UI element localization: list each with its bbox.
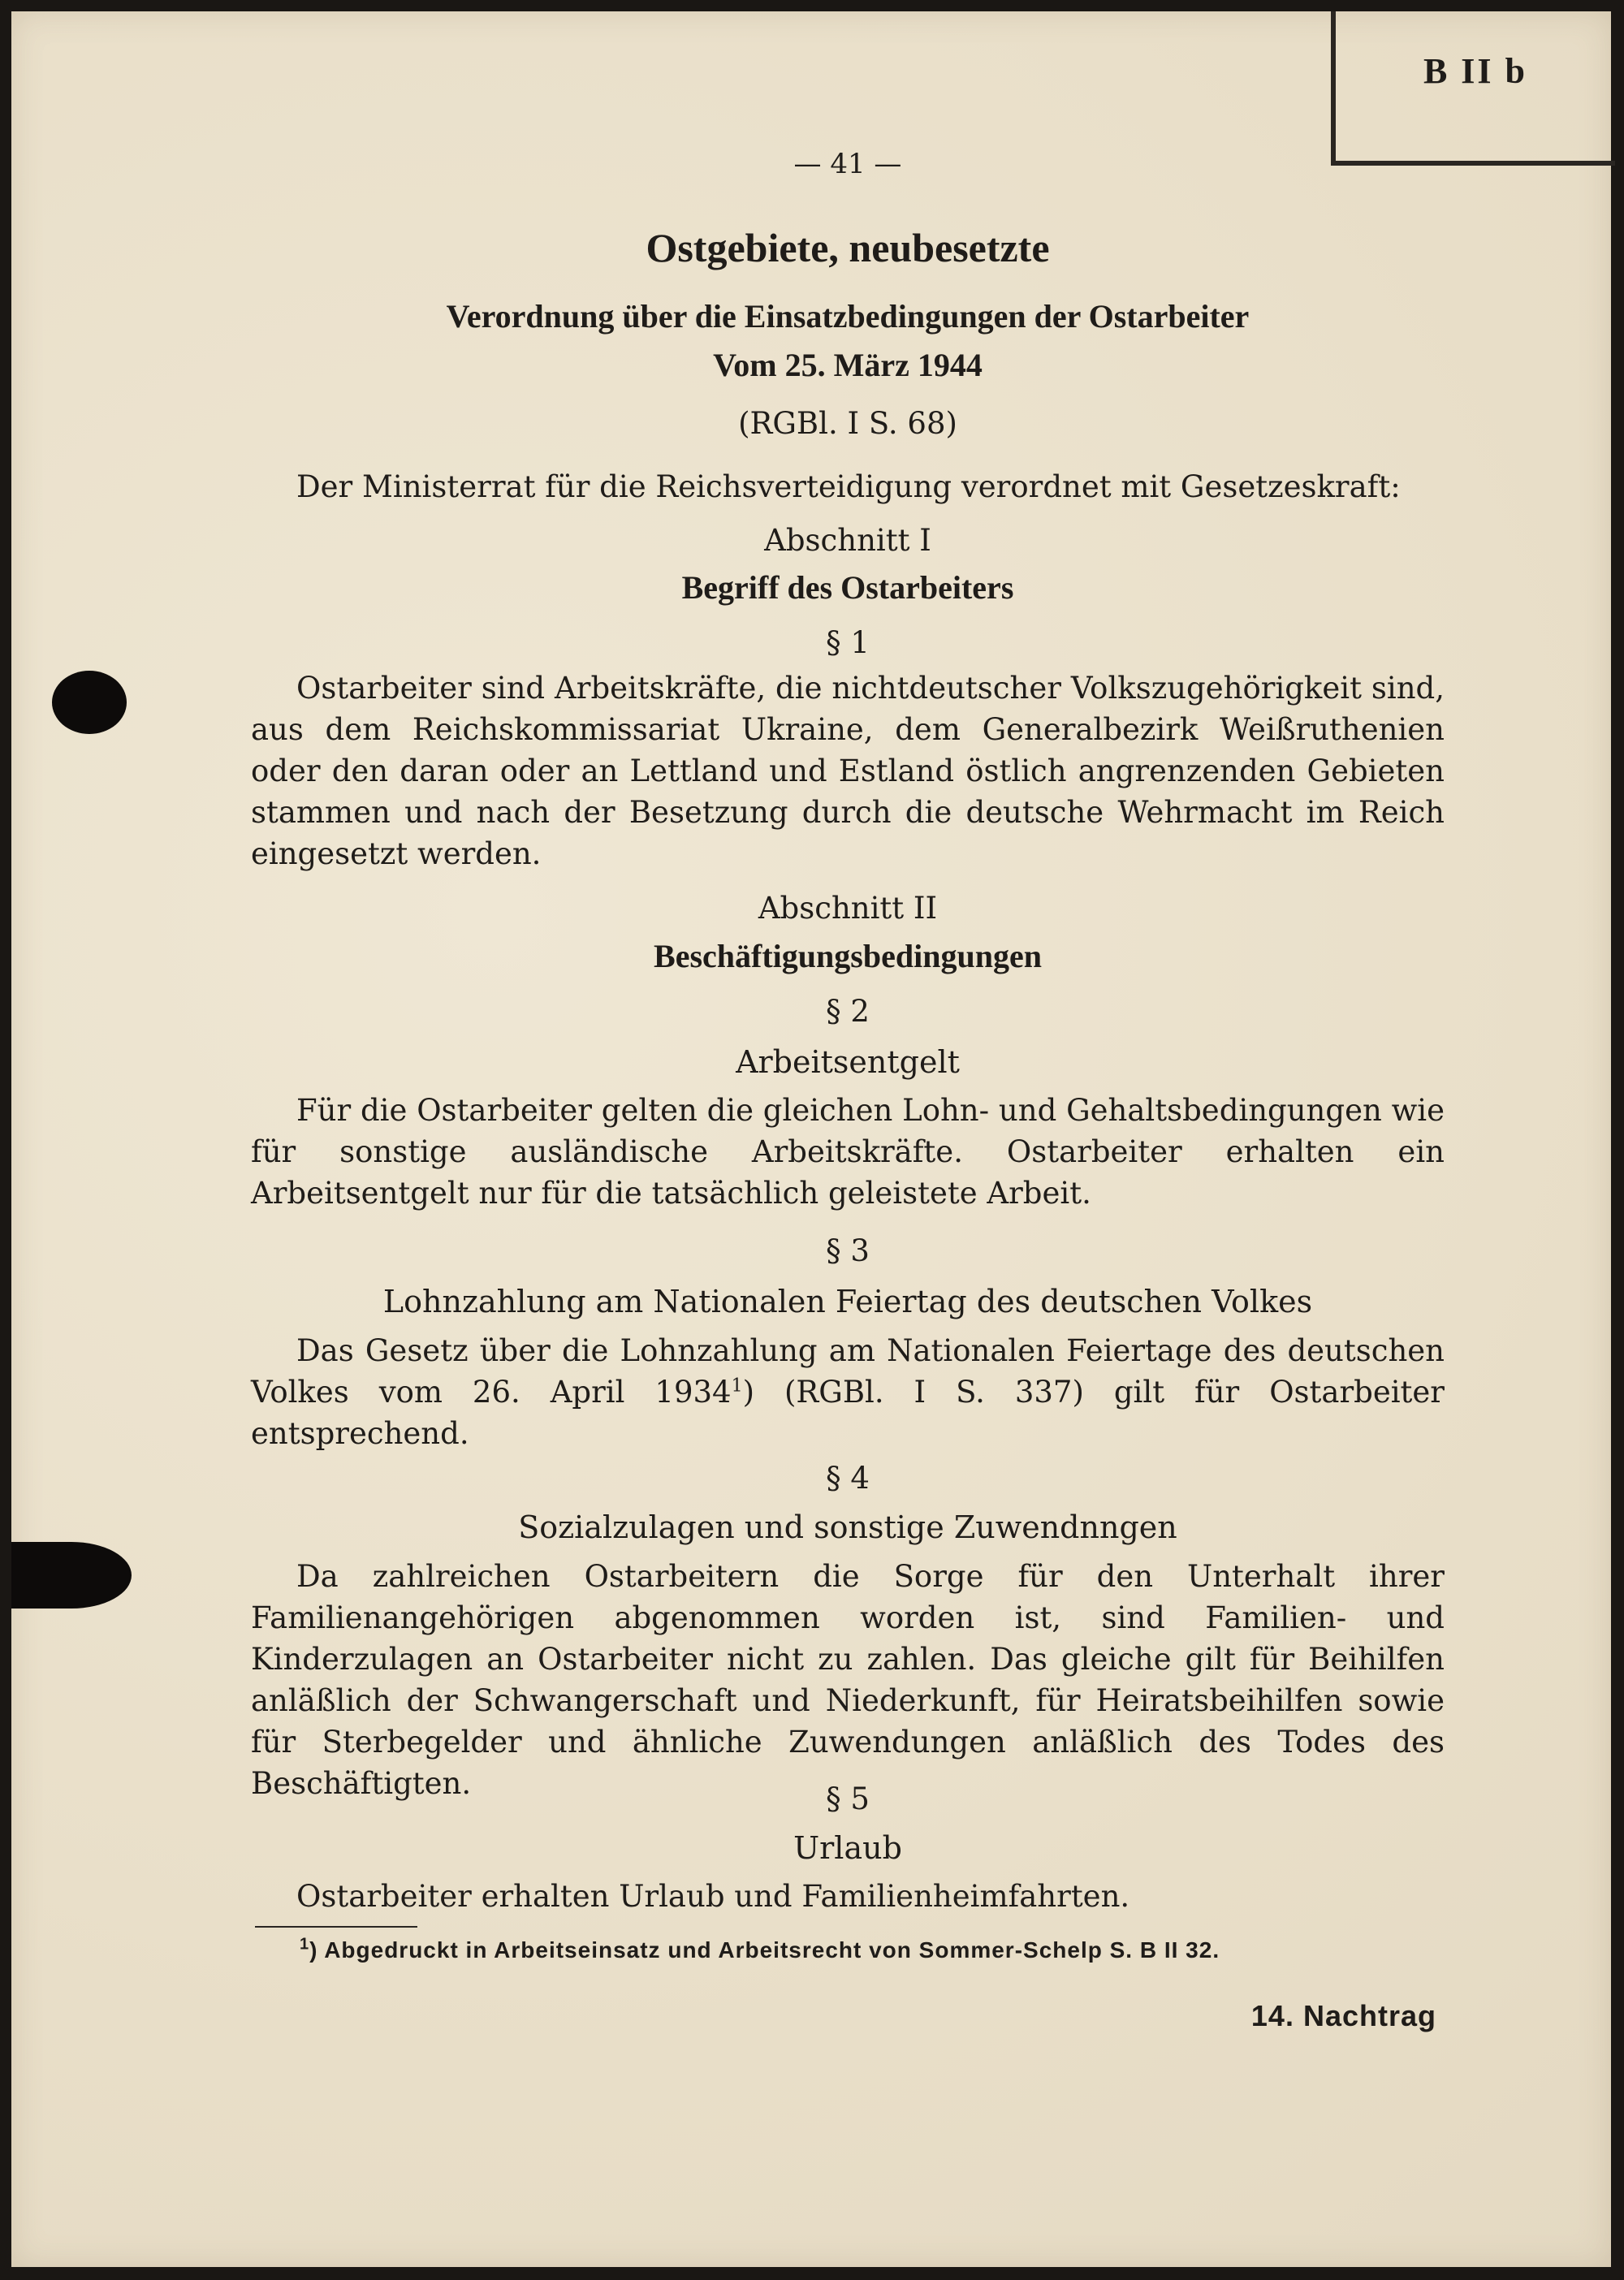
section-heading: Begriff des Ostarbeiters bbox=[681, 569, 1014, 606]
footnote-divider bbox=[255, 1926, 417, 1928]
punch-hole-icon bbox=[11, 1542, 132, 1609]
footnote-mark: 1 bbox=[300, 1935, 310, 1954]
document-page bbox=[11, 11, 1611, 2267]
page-title: Ostgebiete, neubesetzte bbox=[646, 225, 1050, 270]
ordinance-date: Vom 25. März 1944 bbox=[713, 347, 983, 383]
citation: (RGBl. I S. 68) bbox=[738, 406, 957, 441]
section-heading: Beschäftigungsbedingungen bbox=[654, 938, 1042, 974]
paragraph-number: § 1 bbox=[826, 625, 870, 660]
paragraph-text: Für die Ostarbeiter gelten die gleichen Lohn- und Gehaltsbedingungen wie für sonstige ausländische Arbeitskräfte. Ostarbeiter erhalten ein Arbeitsentgelt nur für die tatsächlich geleistete Arbeit. bbox=[251, 1093, 1445, 1211]
paragraph-text-part: Das Gesetz über die Lohnzahlung am Nationalen Feiertage des deutschen Volkes vom 26. April 1934 bbox=[251, 1333, 1445, 1410]
paragraph-heading: Lohnzahlung am Nationalen Feiertag des deutschen Volkes bbox=[382, 1284, 1313, 1319]
register-tab-label: B II b bbox=[1423, 51, 1528, 91]
paragraph-number: § 5 bbox=[826, 1781, 870, 1816]
paragraph-number: § 3 bbox=[826, 1233, 870, 1268]
supplement-label: 14. Nachtrag bbox=[1250, 1999, 1436, 2032]
paragraph-heading: Urlaub bbox=[793, 1830, 902, 1866]
footnote bbox=[300, 1937, 1453, 1963]
paragraph-text bbox=[251, 1330, 1445, 1454]
preamble: Der Ministerrat für die Reichsverteidigung verordnet mit Gesetzeskraft: bbox=[296, 469, 1401, 504]
paragraph-heading: Sozialzulagen und sonstige Zuwendnngen bbox=[518, 1509, 1177, 1545]
paragraph-number: § 2 bbox=[826, 994, 870, 1029]
page-number: — 41 — bbox=[793, 148, 902, 180]
paragraph-text: Ostarbeiter sind Arbeitskräfte, die nichtdeutscher Volkszugehörigkeit sind, aus dem Reichskommissariat Ukraine, dem Generalbezirk Weißruthenien oder den daran oder an Lettland und Estland östlich angrenzenden Gebieten stammen und nach der Besetzung durch die deutsche Wehrmacht im Reich eingesetzt werden. bbox=[251, 671, 1445, 871]
section-label: Abschnitt I bbox=[764, 523, 931, 558]
paragraph-text: Ostarbeiter erhalten Urlaub und Familienheimfahrten. bbox=[296, 1879, 1130, 1914]
paragraph-number: § 4 bbox=[826, 1461, 870, 1496]
ordinance-title: Verordnung über die Einsatzbedingungen der Ostarbeiter bbox=[446, 298, 1250, 335]
footnote-text: ) Abgedruckt in Arbeitseinsatz und Arbeitsrecht von Sommer-Schelp S. B II 32. bbox=[309, 1937, 1220, 1963]
section-label: Abschnitt II bbox=[758, 891, 938, 926]
paragraph-heading: Arbeitsentgelt bbox=[736, 1044, 960, 1080]
register-tab bbox=[1331, 11, 1615, 166]
punch-hole-icon bbox=[52, 671, 127, 734]
paragraph-text-part: ) (RGBl. I S. 337) gilt für Ostarbeiter entsprechend. bbox=[251, 1375, 1445, 1451]
footnote-reference: 1 bbox=[731, 1375, 743, 1397]
paragraph-text: Da zahlreichen Ostarbeitern die Sorge für den Unterhalt ihrer Familienangehörigen abgenommen worden ist, sind Familien- und Kinderzulagen an Ostarbeiter nicht zu zahlen. Das gleiche gilt für Beihilfen anläßlich der Schwangerschaft und Niederkunft, für Heiratsbeihilfen sowie für Sterbegelder und ähnliche Zuwendungen anläßlich des Todes des Beschäftigten. bbox=[251, 1559, 1445, 1801]
